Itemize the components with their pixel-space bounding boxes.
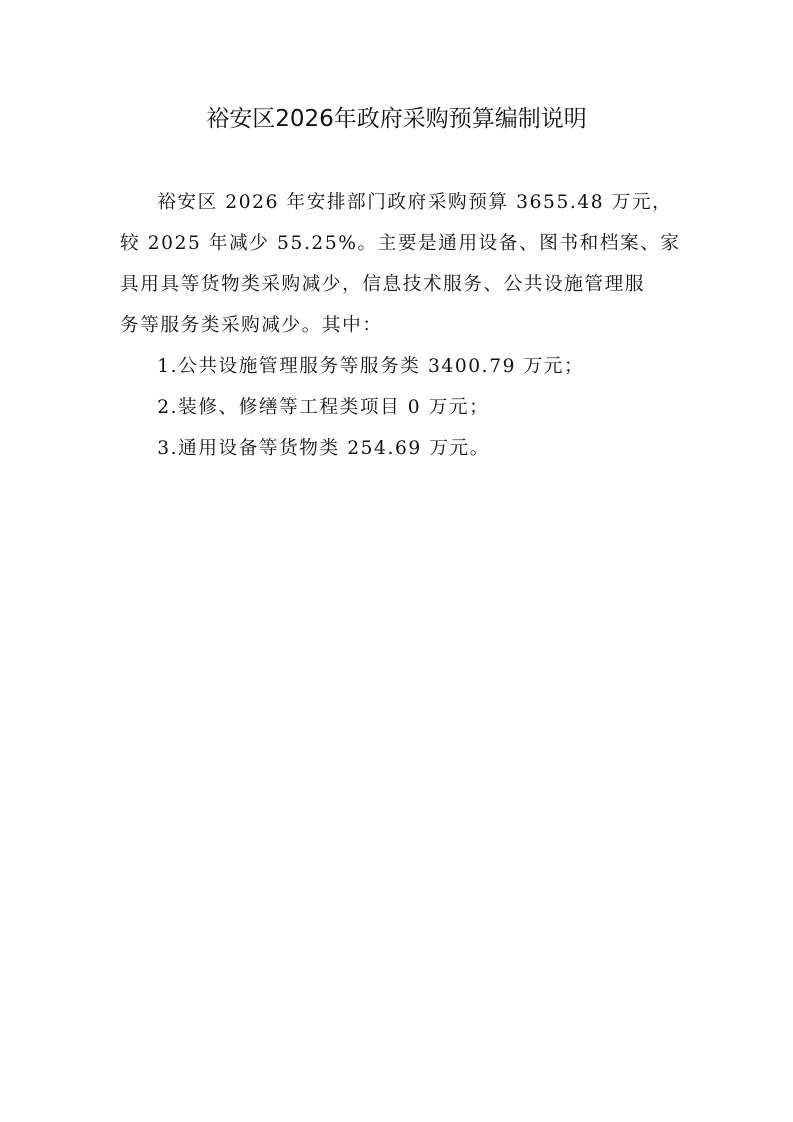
page-title: 裕安区2026年政府采购预算编制说明 [206, 106, 587, 132]
list-item: 1.公共设施管理服务等服务类 3400.79 万元； [157, 356, 585, 377]
list-item: 3.通用设备等货物类 254.69 万元。 [157, 438, 490, 459]
summary-paragraph [120, 182, 681, 346]
list-item: 2.装修、修缮等工程类项目 0 万元； [157, 397, 490, 418]
paragraph-line: 务等服务类采购减少。其中： [120, 315, 383, 336]
paragraph-line: 较 2025 年减少 55.25%。主要是通用设备、图书和档案、家 [120, 233, 681, 254]
paragraph-line: 裕安区 2026 年安排部门政府采购预算 3655.48 万元， [157, 192, 673, 213]
paragraph-line: 具用具等货物类采购减少，信息技术服务、公共设施管理服 [120, 274, 646, 295]
document-body [120, 182, 681, 469]
